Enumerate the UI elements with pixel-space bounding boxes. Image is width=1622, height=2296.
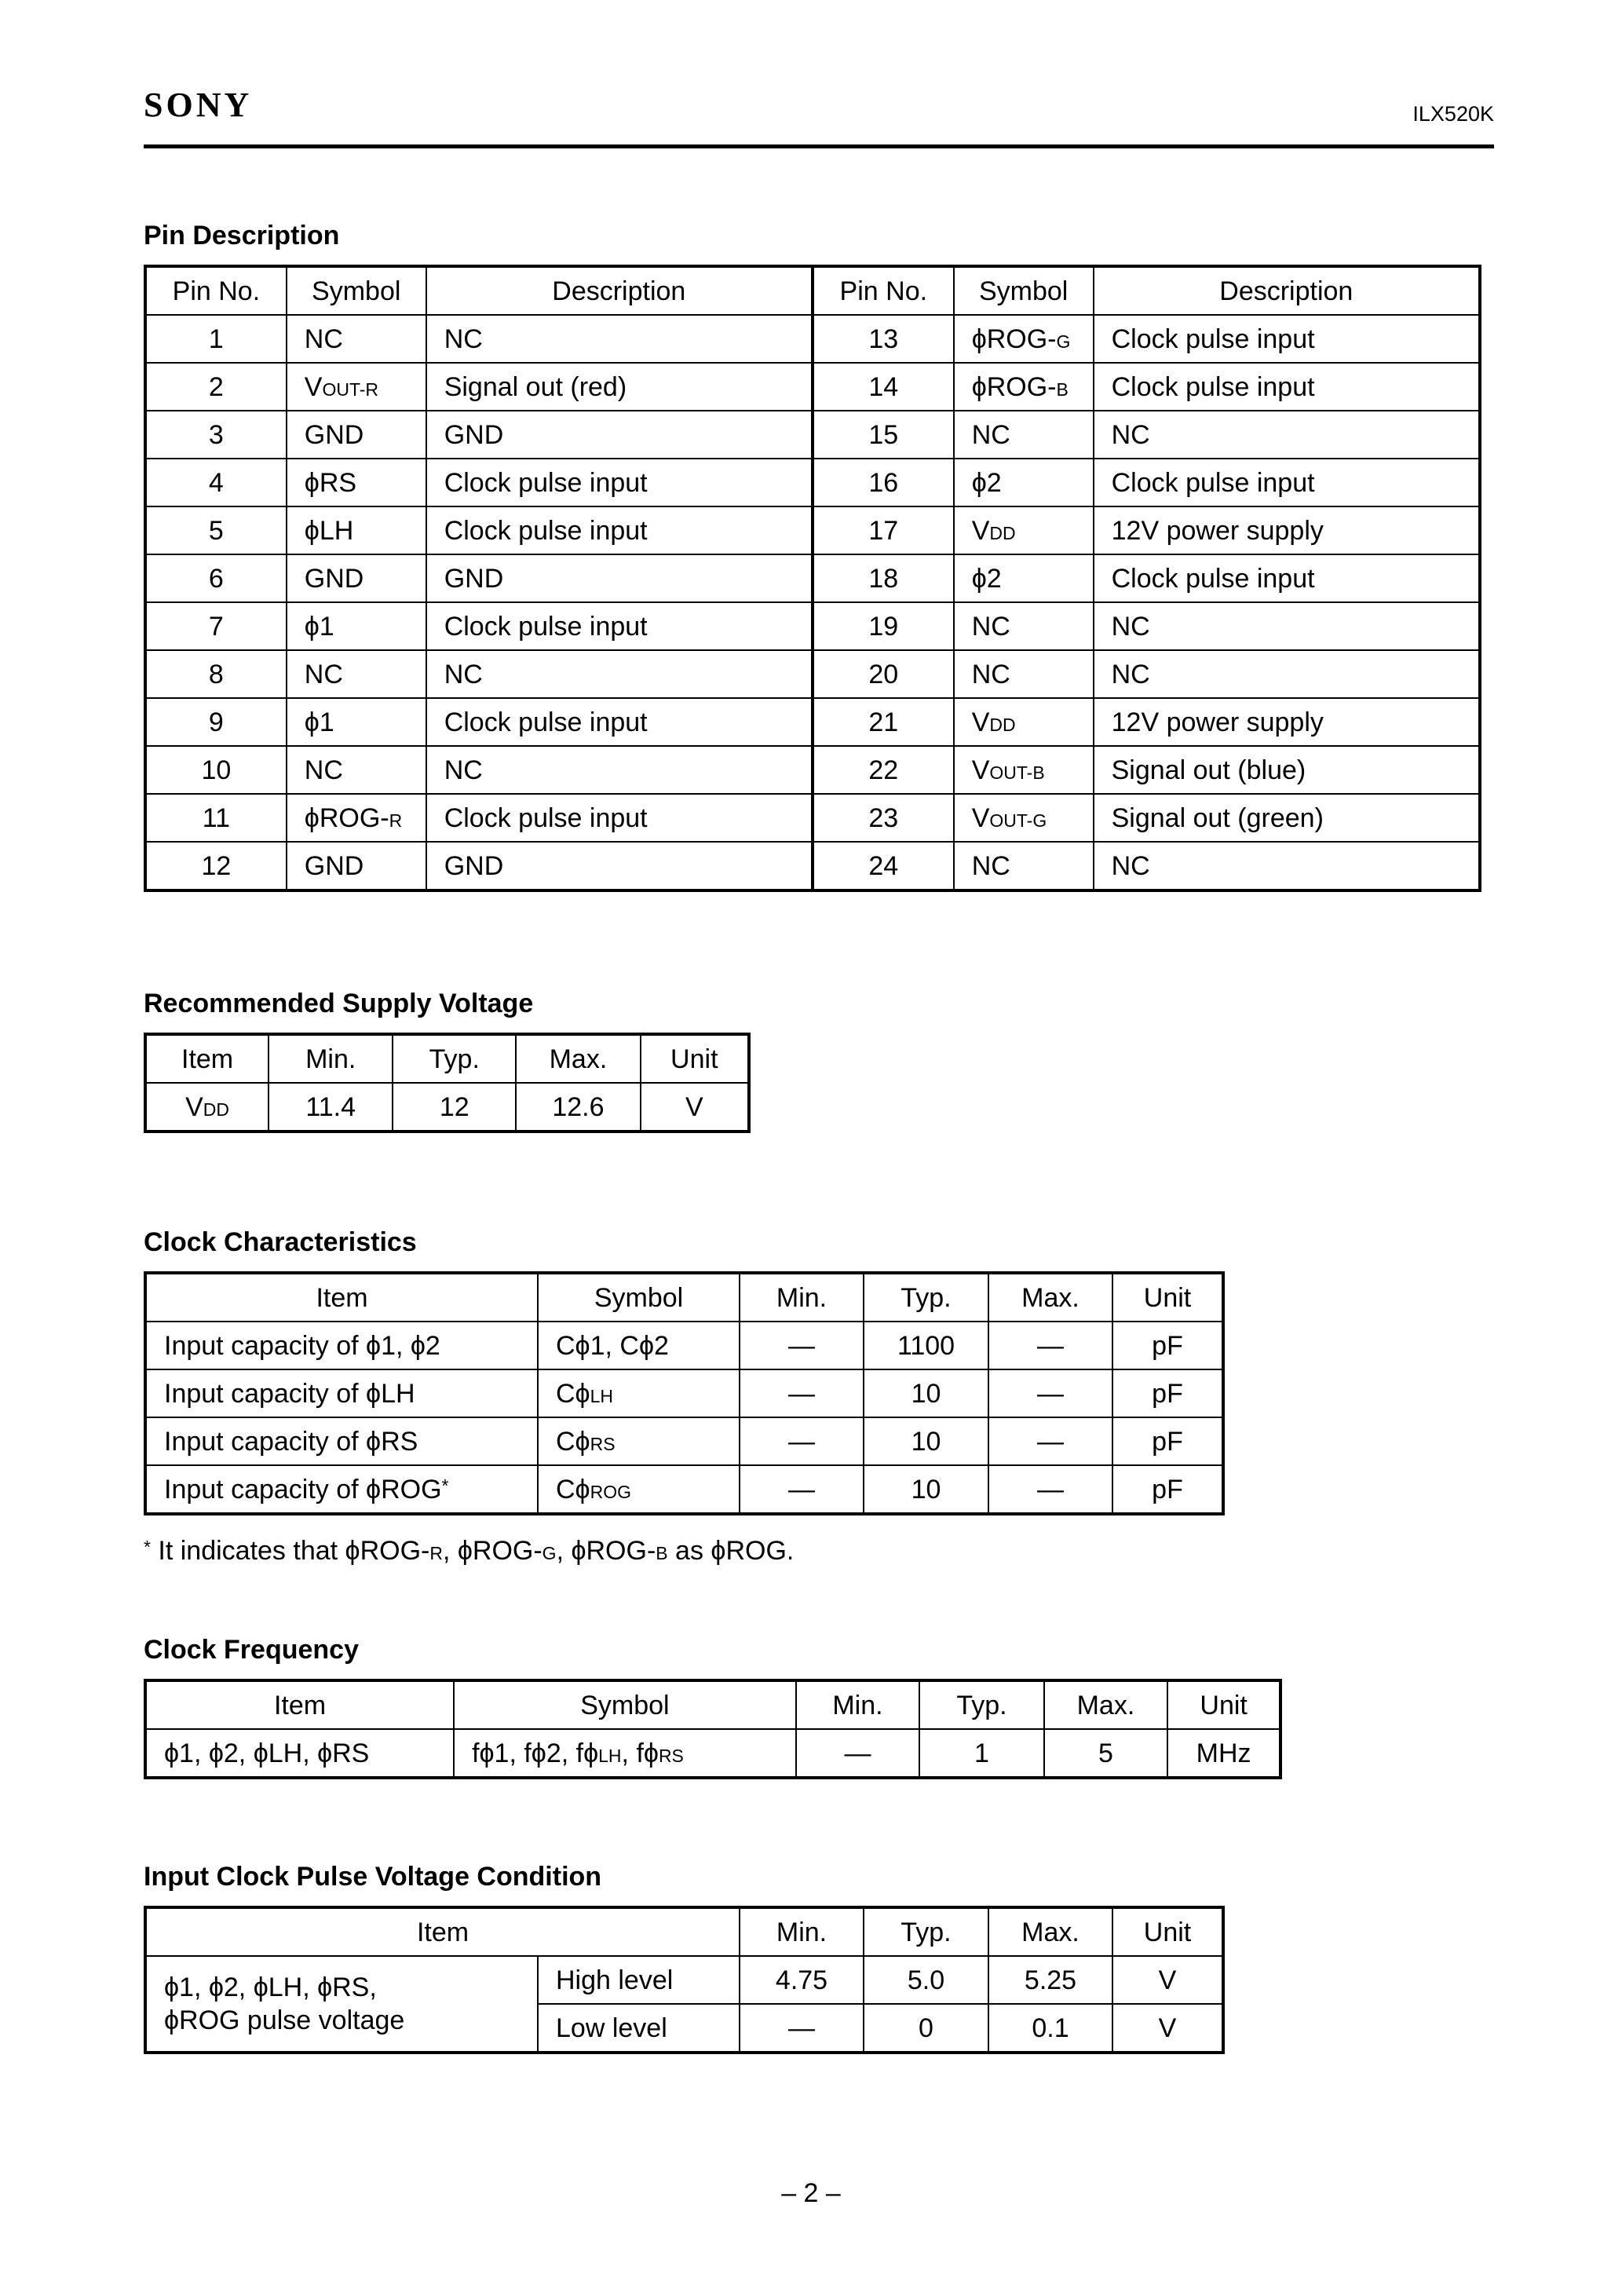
typ-cell: 10 (864, 1417, 988, 1465)
unit-cell: V (1112, 2004, 1223, 2053)
footnote: * It indicates that ϕROG-R, ϕROG-G, ϕROG-B as ϕROG. (144, 1536, 795, 1566)
symbol-subscript: R (389, 810, 403, 831)
symbol-text: ϕ1 (304, 707, 334, 737)
symbol-subscript: DD (989, 522, 1016, 543)
table-row (145, 650, 1480, 698)
supply-voltage-table (144, 1033, 751, 1133)
typ-cell: 10 (864, 1369, 988, 1417)
item-cell (145, 1417, 538, 1465)
max-cell: — (988, 1369, 1112, 1417)
symbol-text: ϕ2 (971, 467, 1002, 498)
header-unit: Unit (1167, 1680, 1280, 1729)
pin-number-cell: 18 (813, 554, 954, 602)
max-cell: 5.25 (988, 1956, 1112, 2004)
header-item: Item (145, 1680, 454, 1729)
symbol-subscript: ROG (590, 1481, 631, 1502)
unit-cell: pF (1112, 1322, 1223, 1369)
symbol-text: V (971, 803, 990, 833)
header-pin-no: Pin No. (145, 266, 287, 315)
symbol-cell (954, 459, 1094, 506)
table-row (145, 411, 1480, 459)
header-typ: Typ. (919, 1680, 1043, 1729)
symbol-cell (954, 602, 1094, 650)
symbol-text: NC (971, 850, 1010, 881)
description-cell: GND (426, 411, 813, 459)
symbol-cell (287, 554, 426, 602)
symbol-text: GND (304, 850, 364, 881)
symbol-subscript: G (1056, 331, 1071, 352)
pin-number-cell: 13 (813, 315, 954, 363)
table-row (145, 1465, 1223, 1514)
description-cell: NC (1094, 411, 1480, 459)
symbol-text: ϕRS (304, 467, 357, 498)
pin-number-cell: 15 (813, 411, 954, 459)
symbol-cell (287, 602, 426, 650)
supply-voltage-title: Recommended Supply Voltage (144, 989, 534, 1018)
table-row (145, 315, 1480, 363)
symbol-text: NC (304, 755, 343, 785)
sony-logo: SONY (144, 86, 253, 124)
description-cell: 12V power supply (1094, 698, 1480, 746)
symbol-cell (954, 363, 1094, 411)
header-symbol: Symbol (454, 1680, 796, 1729)
min-cell: — (740, 1465, 864, 1514)
symbol-cell (954, 698, 1094, 746)
symbol-cell (287, 842, 426, 890)
description-cell: Clock pulse input (1094, 315, 1480, 363)
table-row (145, 1729, 1280, 1778)
header-unit: Unit (1112, 1273, 1223, 1322)
table-row (145, 1083, 749, 1132)
typ-cell: 1100 (864, 1322, 988, 1369)
clock-characteristics-table (144, 1271, 1225, 1515)
symbol-text: GND (304, 419, 364, 450)
description-cell: Signal out (blue) (1094, 746, 1480, 794)
description-cell: Clock pulse input (1094, 554, 1480, 602)
symbol-subscript: OUT-R (322, 378, 379, 400)
symbol-text: ϕ1 (304, 611, 334, 642)
symbol-text: GND (304, 563, 364, 594)
pin-number-cell: 23 (813, 794, 954, 842)
min-cell: — (796, 1729, 919, 1778)
clock-freq-header-row (145, 1680, 1280, 1729)
symbol-subscript: B (1056, 378, 1069, 400)
part-number: ILX520K (1412, 102, 1494, 126)
symbol-text: Cϕ (556, 1474, 590, 1504)
typ-cell: 1 (919, 1729, 1043, 1778)
unit-cell: MHz (1167, 1729, 1280, 1778)
symbol-text: Cϕ (556, 1378, 590, 1409)
supply-header-row (145, 1034, 749, 1083)
symbol-cell (954, 554, 1094, 602)
symbol-cell (538, 1369, 740, 1417)
min-cell: — (740, 1417, 864, 1465)
symbol-cell (287, 411, 426, 459)
pin-description-title: Pin Description (144, 221, 340, 250)
header-item: Item (145, 1034, 269, 1083)
symbol-cell (954, 506, 1094, 554)
symbol-cell: fϕ1, fϕ2, fϕLH, fϕRS (454, 1729, 796, 1778)
symbol-cell (954, 650, 1094, 698)
pin-number-cell: 1 (145, 315, 287, 363)
symbol-cell (954, 411, 1094, 459)
symbol-subscript: OUT-G (989, 810, 1047, 831)
item-text: Input capacity of ϕRS (164, 1426, 418, 1457)
header-symbol: Symbol (954, 266, 1094, 315)
symbol-text: NC (971, 659, 1010, 689)
symbol-cell (538, 1465, 740, 1514)
pin-number-cell: 21 (813, 698, 954, 746)
item-cell (145, 1956, 538, 2053)
symbol-cell (287, 363, 426, 411)
symbol-text: V (971, 515, 990, 546)
table-row (145, 363, 1480, 411)
item-text: Input capacity of ϕROG (164, 1474, 442, 1504)
description-cell: NC (426, 746, 813, 794)
symbol-text: V (304, 371, 323, 402)
symbol-cell (287, 315, 426, 363)
description-cell: Clock pulse input (1094, 459, 1480, 506)
symbol-cell (538, 1417, 740, 1465)
pin-number-cell: 16 (813, 459, 954, 506)
pin-number-cell: 7 (145, 602, 287, 650)
symbol-cell (287, 794, 426, 842)
unit-cell: pF (1112, 1417, 1223, 1465)
header-rule (144, 144, 1494, 148)
table-row (145, 746, 1480, 794)
pin-number-cell: 10 (145, 746, 287, 794)
description-cell: NC (426, 315, 813, 363)
header-symbol: Symbol (287, 266, 426, 315)
header-unit: Unit (641, 1034, 749, 1083)
typ-cell: 0 (864, 2004, 988, 2053)
pin-number-cell: 14 (813, 363, 954, 411)
header-min: Min. (740, 1907, 864, 1956)
voltage-header-row (145, 1907, 1223, 1956)
item-cell: VDD (145, 1083, 269, 1132)
table-row (145, 602, 1480, 650)
header-symbol: Symbol (538, 1273, 740, 1322)
pin-description-table (144, 265, 1481, 892)
description-cell: NC (1094, 650, 1480, 698)
description-cell: GND (426, 554, 813, 602)
pin-number-cell: 3 (145, 411, 287, 459)
description-cell: Clock pulse input (1094, 363, 1480, 411)
header-min: Min. (269, 1034, 393, 1083)
unit-cell: pF (1112, 1465, 1223, 1514)
clock-frequency-title: Clock Frequency (144, 1635, 359, 1665)
pin-number-cell: 9 (145, 698, 287, 746)
description-cell: NC (1094, 602, 1480, 650)
table-row (145, 459, 1480, 506)
pin-number-cell: 5 (145, 506, 287, 554)
pin-number-cell: 20 (813, 650, 954, 698)
symbol-text: Cϕ1, Cϕ2 (556, 1330, 669, 1361)
item-cell (145, 1369, 538, 1417)
clock-characteristics-title: Clock Characteristics (144, 1227, 417, 1257)
min-cell: — (740, 2004, 864, 2053)
table-row (145, 1322, 1223, 1369)
header-typ: Typ. (864, 1907, 988, 1956)
max-cell: 5 (1044, 1729, 1168, 1778)
description-cell: Clock pulse input (426, 794, 813, 842)
max-cell: — (988, 1465, 1112, 1514)
symbol-cell (287, 506, 426, 554)
item-line-2: ϕROG pulse voltage (164, 2005, 405, 2035)
symbol-text: ϕROG- (971, 371, 1057, 402)
min-cell: 11.4 (269, 1083, 393, 1132)
description-cell: GND (426, 842, 813, 890)
page-number: – 2 – (781, 2178, 841, 2208)
typ-cell: 12 (393, 1083, 516, 1132)
pin-number-cell: 19 (813, 602, 954, 650)
max-cell: 12.6 (516, 1083, 640, 1132)
pin-number-cell: 17 (813, 506, 954, 554)
pin-number-cell: 12 (145, 842, 287, 890)
pin-number-cell: 4 (145, 459, 287, 506)
level-cell: High level (538, 1956, 740, 2004)
table-row (145, 506, 1480, 554)
level-cell: Low level (538, 2004, 740, 2053)
description-cell: Clock pulse input (426, 506, 813, 554)
description-cell: Signal out (green) (1094, 794, 1480, 842)
clock-char-header-row (145, 1273, 1223, 1322)
pin-number-cell: 24 (813, 842, 954, 890)
symbol-text: ϕROG- (304, 803, 389, 833)
header-item: Item (145, 1273, 538, 1322)
max-cell: — (988, 1417, 1112, 1465)
description-cell: Clock pulse input (426, 459, 813, 506)
symbol-text: V (971, 707, 990, 737)
symbol-text: Cϕ (556, 1426, 590, 1457)
header-typ: Typ. (864, 1273, 988, 1322)
min-cell: — (740, 1322, 864, 1369)
table-row (145, 1369, 1223, 1417)
pin-number-cell: 6 (145, 554, 287, 602)
header-unit: Unit (1112, 1907, 1223, 1956)
symbol-cell (538, 1322, 740, 1369)
symbol-text: NC (304, 324, 343, 354)
symbol-text: ϕROG- (971, 324, 1057, 354)
symbol-subscript: OUT-B (989, 762, 1045, 783)
header-max: Max. (516, 1034, 640, 1083)
item-cell (145, 1322, 538, 1369)
pin-number-cell: 2 (145, 363, 287, 411)
pin-header-row (145, 266, 1480, 315)
item-cell (145, 1465, 538, 1514)
item-line-1: ϕ1, ϕ2, ϕLH, ϕRS, (164, 1972, 377, 2002)
input-clock-voltage-title: Input Clock Pulse Voltage Condition (144, 1862, 602, 1892)
typ-cell: 5.0 (864, 1956, 988, 2004)
symbol-cell (287, 698, 426, 746)
table-row (145, 698, 1480, 746)
symbol-text: ϕ2 (971, 563, 1002, 594)
symbol-subscript: RS (590, 1433, 616, 1454)
symbol-cell (954, 315, 1094, 363)
symbol-cell (954, 746, 1094, 794)
description-cell: Clock pulse input (426, 698, 813, 746)
unit-cell: V (1112, 1956, 1223, 2004)
clock-frequency-table (144, 1679, 1282, 1779)
header-typ: Typ. (393, 1034, 516, 1083)
item-text: Input capacity of ϕ1, ϕ2 (164, 1330, 440, 1361)
header-item: Item (145, 1907, 740, 1956)
symbol-text: ϕLH (304, 515, 354, 546)
header-description: Description (426, 266, 813, 315)
item-text: Input capacity of ϕLH (164, 1378, 415, 1409)
item-footnote-mark: * (441, 1475, 449, 1496)
pin-number-cell: 11 (145, 794, 287, 842)
header-min: Min. (740, 1273, 864, 1322)
description-cell: NC (426, 650, 813, 698)
unit-cell: pF (1112, 1369, 1223, 1417)
table-row (145, 1417, 1223, 1465)
item-cell: ϕ1, ϕ2, ϕLH, ϕRS (145, 1729, 454, 1778)
description-cell: 12V power supply (1094, 506, 1480, 554)
input-clock-voltage-table (144, 1906, 1225, 2054)
pin-number-cell: 8 (145, 650, 287, 698)
unit-cell: V (641, 1083, 749, 1132)
min-cell: — (740, 1369, 864, 1417)
max-cell: — (988, 1322, 1112, 1369)
description-cell: Clock pulse input (426, 602, 813, 650)
header-pin-no: Pin No. (813, 266, 954, 315)
table-row (145, 794, 1480, 842)
symbol-text: V (971, 755, 990, 785)
table-row (145, 1956, 1223, 2004)
header-max: Max. (988, 1273, 1112, 1322)
header-description: Description (1094, 266, 1480, 315)
symbol-text: NC (971, 419, 1010, 450)
symbol-subscript: LH (590, 1385, 614, 1406)
header-max: Max. (1044, 1680, 1168, 1729)
symbol-subscript: DD (989, 714, 1016, 735)
header-max: Max. (988, 1907, 1112, 1956)
symbol-cell (287, 746, 426, 794)
max-cell: 0.1 (988, 2004, 1112, 2053)
symbol-text: NC (971, 611, 1010, 642)
symbol-cell (954, 842, 1094, 890)
symbol-cell (287, 459, 426, 506)
table-row (145, 842, 1480, 890)
symbol-cell (954, 794, 1094, 842)
min-cell: 4.75 (740, 1956, 864, 2004)
description-cell: Signal out (red) (426, 363, 813, 411)
symbol-cell (287, 650, 426, 698)
symbol-text: NC (304, 659, 343, 689)
typ-cell: 10 (864, 1465, 988, 1514)
description-cell: NC (1094, 842, 1480, 890)
table-row (145, 554, 1480, 602)
pin-number-cell: 22 (813, 746, 954, 794)
header-min: Min. (796, 1680, 919, 1729)
